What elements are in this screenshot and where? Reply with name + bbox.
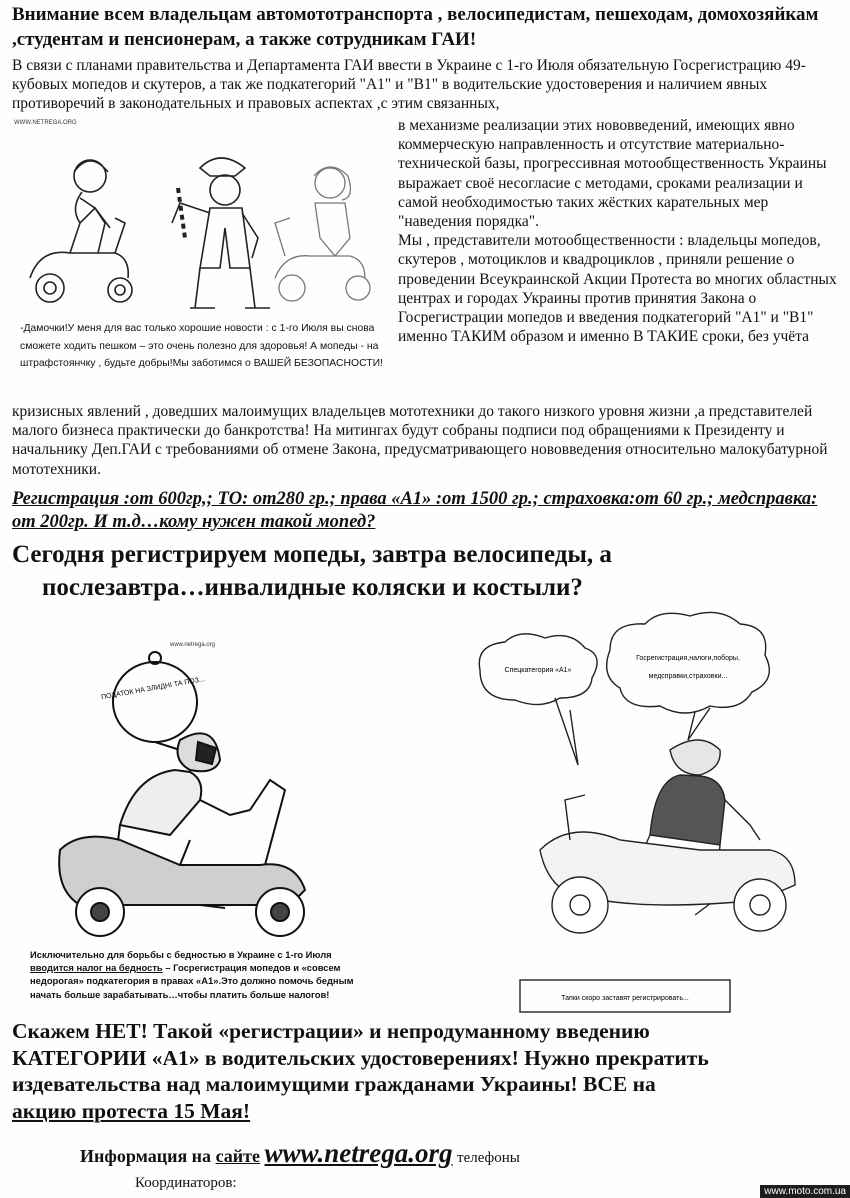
comic3-illustration — [460, 600, 840, 1020]
cta-line-1: Скажем НЕТ! Такой «регистрации» и непродуманному введению — [12, 1019, 650, 1043]
comic2-caption-underlined: вводится налог на бедность — [30, 962, 163, 974]
info-site-link[interactable]: www.netrega.org — [264, 1138, 453, 1168]
comic3-bubble-left: Спецкатегория «А1» — [504, 667, 572, 674]
paragraph-4: кризисных явлений , доведших малоимущих владельцев мототехники до такого низкого уровня жизни ,а представителей малого бизнеса практически до банкротства! На митингах будут собраны подписи под обращениями к Президенту и начальнику Деп.ГАИ с требованиями об отмене Закона, предусматривающего нововведения относительно малокубатурной мототехники. — [12, 403, 828, 478]
cta-line-3: издевательства над малоимущими гражданами Украины! ВСЕ на — [12, 1072, 656, 1096]
info-prefix: Информация на — [80, 1146, 212, 1166]
comic3-caption: Тапки скоро заставят регистрировать... — [561, 995, 689, 1002]
slogan-line-1: Сегодня регистрируем мопеды, завтра велосипеды, а — [12, 541, 612, 568]
comic2-caption — [30, 948, 365, 1001]
comic1-caption: -Дамочки!У меня для вас только хорошие новости : с 1-го Июля вы снова сможете ходить пешком – это очень полезно для здоровья! А мопеды - на штрафстоянчку , будьте добры!Мы заботимся о ВАШЕЙ БЕЗОПАСНОСТИ! — [20, 323, 383, 369]
cta-line-2: КАТЕГОРИИ «А1» в водительских удостоверениях! Нужно прекратить — [12, 1045, 709, 1070]
page-headline: Внимание всем владельцам автомототранспорта , велосипедистам, пешеходам, домохозяйкам ,студентам и пенсионерам, а также сотрудникам ГАИ! — [12, 4, 819, 50]
watermark: www.moto.com.ua — [760, 1185, 850, 1198]
paragraph-2: в механизме реализации этих нововведений, имеющих явно коммерческую направленность и отсутствие материально-технической базы, прогрессивная мотообщественность Украины выражает своё несогласие с методами, сроками реализации и самой необходимостью таких жёстких карательных мер "наведения порядка". — [398, 117, 827, 231]
info-line — [80, 1138, 800, 1169]
right-column-text — [398, 116, 838, 346]
weight-text: ПОДАТОК НА ЗЛИДНІ ТА ПОЗ... — [100, 676, 206, 702]
comic3-bubble-right-line2: медсправки,страховки... — [648, 673, 728, 680]
comic3-bubble-right-line1: Госрегистрация,налоги,поборы, — [636, 655, 740, 662]
slogan-line-2: послезавтра…инвалидные коляски и костыли? — [42, 574, 583, 601]
slogan — [12, 538, 842, 604]
comic2-illustration — [40, 650, 340, 940]
prices-line: Регистрация :от 600гр,; ТО: от280 гр.; права «А1» :от 1500 гр.; страховка:от 60 гр.; медсправка: от 200гр. И т.д…кому нужен такой мопед? — [12, 489, 818, 532]
comic1-illustration — [20, 128, 380, 313]
intro-paragraph: В связи с планами правительства и Департамента ГАИ ввести в Украине с 1-го Июля обязательную Госрегистрацию 49-кубовых мопедов и скутеров, а так же подкатегорий "А1" и "В1" в водительские удостоверения и наличием явных противоречий в законодательных и правовых аспектах ,с этим связанных, — [12, 57, 806, 113]
info-site-label: сайте — [215, 1146, 260, 1166]
coordinators-label: Координаторов: — [135, 1175, 237, 1191]
comic2-caption-part1: Исключительно для борьбы с бедностью в Украине с 1-го Июля — [30, 949, 332, 960]
comic2-url: www.netrega.org — [170, 642, 216, 648]
cta-line-4: акцию протеста 15 Мая! — [12, 1098, 251, 1123]
info-phones: телефоны — [457, 1150, 520, 1166]
paragraph-3: Мы , представители мотообщественности : владельцы мопедов, скутеров , мотоциклов и квадроциклов , приняли решение о проведении Всеукраинской Акции Протеста во многих областных центрах и городах Украины против принятия Закона о Госрегистрации мопедов и введения подкатегорий "А1" и "В1" именно ТАКИМ образом и именно В ТАКИЕ сроки, без учёта — [398, 232, 837, 346]
comic1-url: WWW.NETREGA.ORG — [14, 120, 77, 126]
call-to-action — [12, 1018, 850, 1124]
comic2-caption-part2: – Госрегистрация мопедов и «совсем недорогая» подкатегория в правах «А1».Это должно помочь бедным начать больше зарабатывать…чтобы платить больше налогов! — [30, 962, 354, 1000]
